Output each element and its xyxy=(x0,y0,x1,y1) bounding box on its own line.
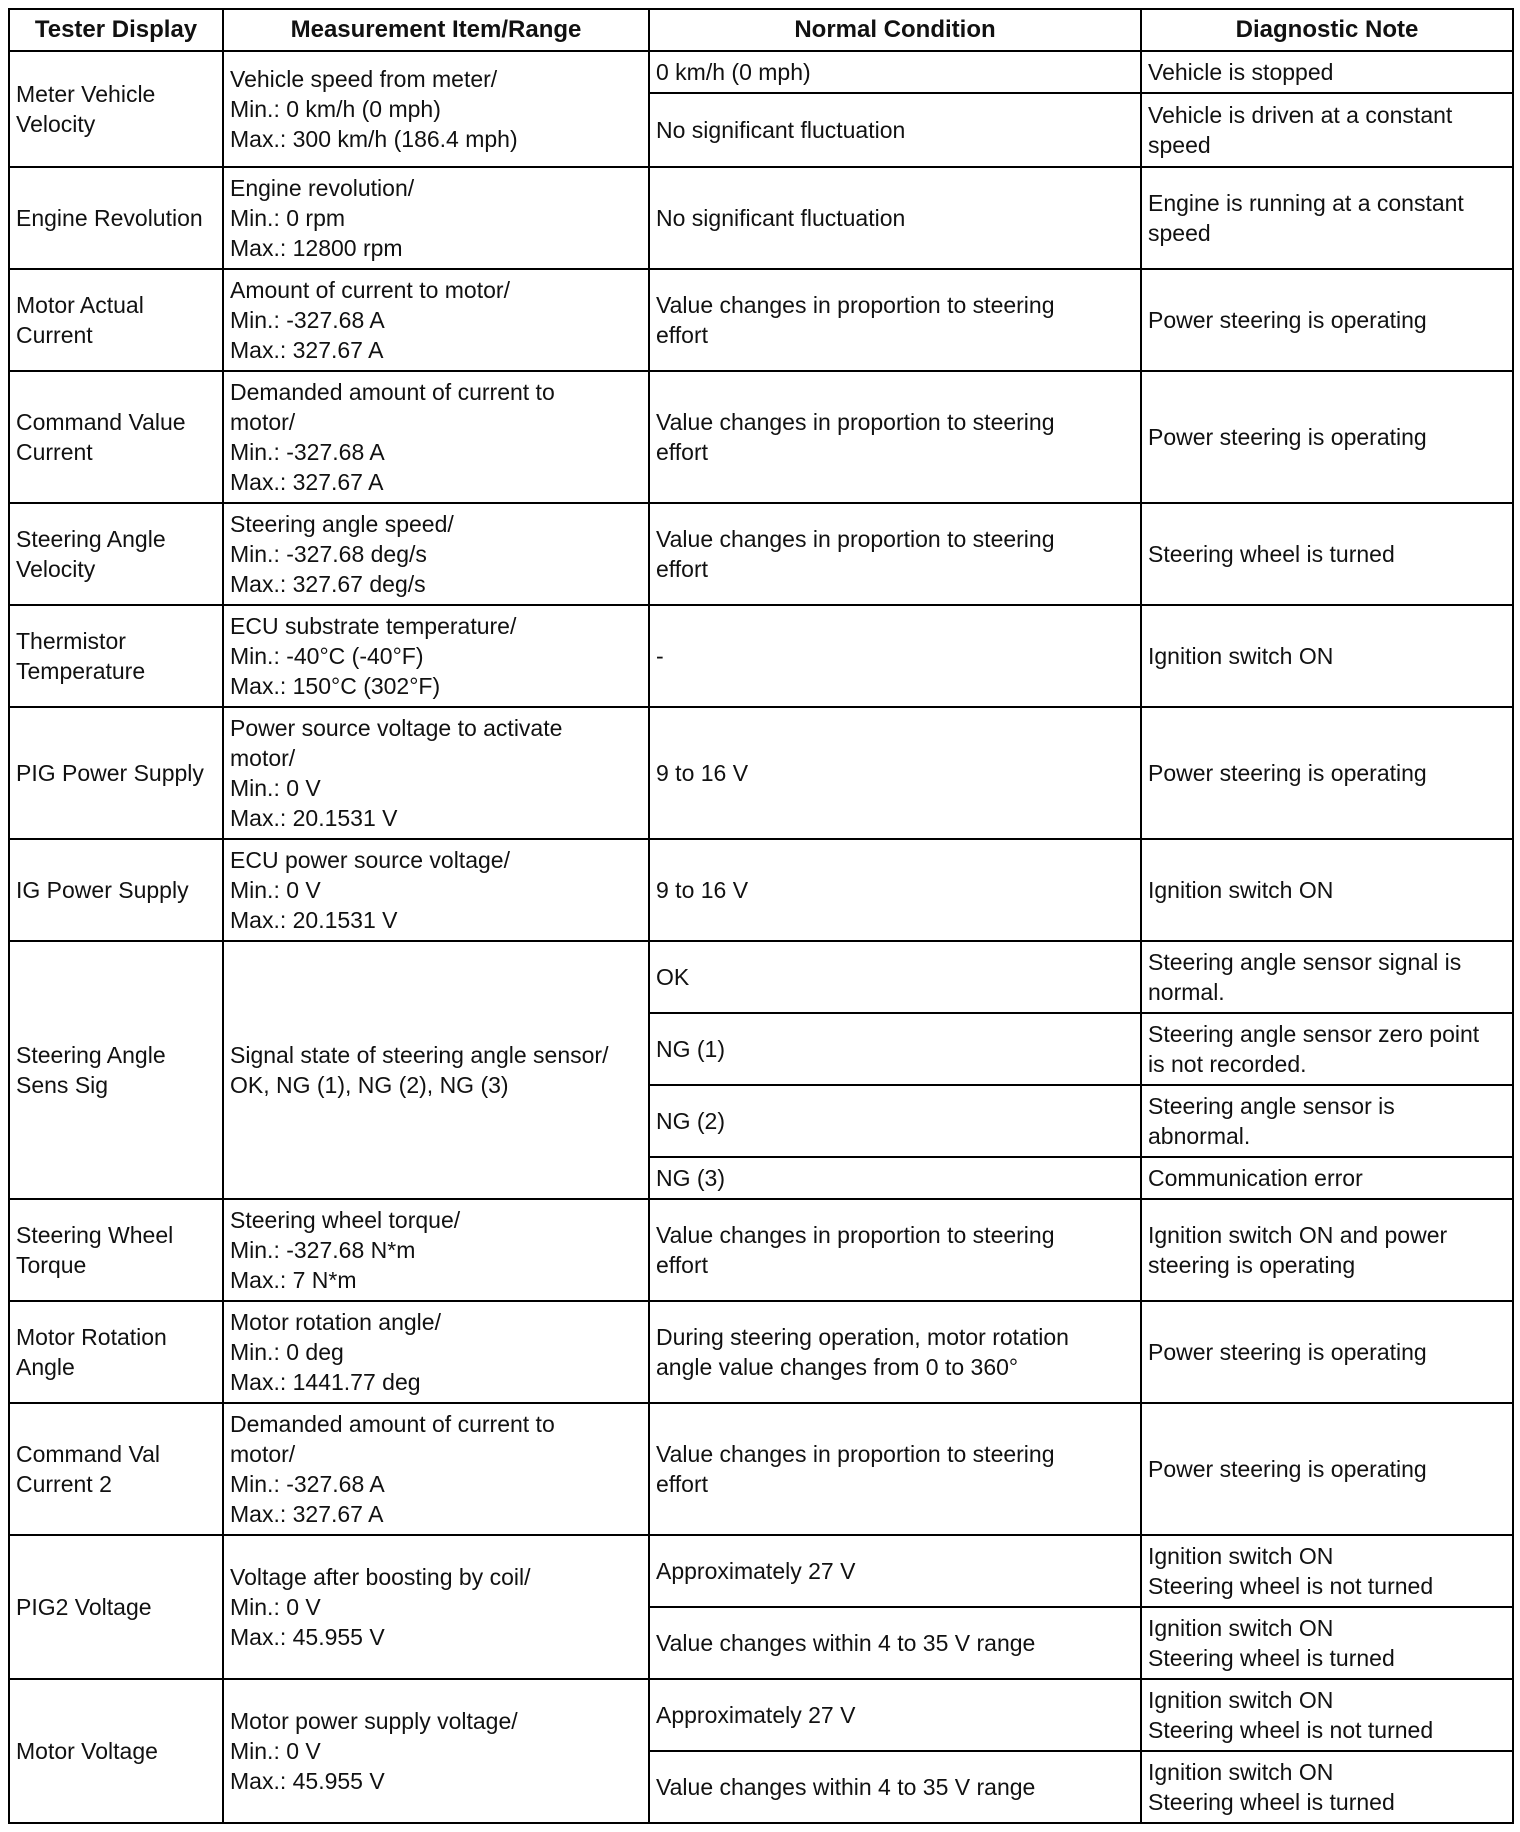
document-page xyxy=(8,8,1514,1824)
normal-condition-cell: No significant fluctuation xyxy=(649,167,1141,269)
normal-condition-cell: 0 km/h (0 mph) xyxy=(649,51,1141,93)
table-row xyxy=(9,707,1513,839)
diagnostic-note-cell: Ignition switch ON Steering wheel is not turned xyxy=(1141,1679,1513,1751)
normal-condition-cell: 9 to 16 V xyxy=(649,839,1141,941)
table-row xyxy=(9,1403,1513,1535)
diagnostic-note-cell: Steering wheel is turned xyxy=(1141,503,1513,605)
measurement-cell: Signal state of steering angle sensor/ OK, NG (1), NG (2), NG (3) xyxy=(223,941,649,1199)
diagnostic-note-cell: Ignition switch ON Steering wheel is turned xyxy=(1141,1607,1513,1679)
measurement-cell: Steering wheel torque/ Min.: -327.68 N*m Max.: 7 N*m xyxy=(223,1199,649,1301)
measurement-cell: Voltage after boosting by coil/ Min.: 0 V Max.: 45.955 V xyxy=(223,1535,649,1679)
normal-condition-cell: NG (2) xyxy=(649,1085,1141,1157)
tester-display-cell: Motor Voltage xyxy=(9,1679,223,1823)
normal-condition-cell: Approximately 27 V xyxy=(649,1535,1141,1607)
diagnostic-note-cell: Communication error xyxy=(1141,1157,1513,1199)
table-row xyxy=(9,167,1513,269)
diagnostic-note-cell: Power steering is operating xyxy=(1141,371,1513,503)
table-row xyxy=(9,269,1513,371)
diagnostic-note-cell: Ignition switch ON Steering wheel is not turned xyxy=(1141,1535,1513,1607)
diagnostic-note-cell: Steering angle sensor signal is normal. xyxy=(1141,941,1513,1013)
table-row xyxy=(9,503,1513,605)
normal-condition-cell: NG (3) xyxy=(649,1157,1141,1199)
normal-condition-cell: Value changes in proportion to steering effort xyxy=(649,503,1141,605)
diagnostic-note-cell: Vehicle is driven at a constant speed xyxy=(1141,93,1513,167)
normal-condition-cell: During steering operation, motor rotation angle value changes from 0 to 360° xyxy=(649,1301,1141,1403)
measurement-cell: Power source voltage to activate motor/ Min.: 0 V Max.: 20.1531 V xyxy=(223,707,649,839)
measurement-cell: Engine revolution/ Min.: 0 rpm Max.: 12800 rpm xyxy=(223,167,649,269)
normal-condition-cell: Value changes in proportion to steering effort xyxy=(649,1403,1141,1535)
tester-display-cell: Thermistor Temperature xyxy=(9,605,223,707)
column-header-diagnostic-note: Diagnostic Note xyxy=(1141,9,1513,51)
header-row xyxy=(9,9,1513,51)
tester-display-cell: PIG Power Supply xyxy=(9,707,223,839)
diagnostic-note-cell: Steering angle sensor zero point is not recorded. xyxy=(1141,1013,1513,1085)
tester-display-cell: Command Val Current 2 xyxy=(9,1403,223,1535)
column-header-tester-display: Tester Display xyxy=(9,9,223,51)
diagnostic-note-cell: Engine is running at a constant speed xyxy=(1141,167,1513,269)
normal-condition-cell: Value changes in proportion to steering effort xyxy=(649,371,1141,503)
normal-condition-cell: 9 to 16 V xyxy=(649,707,1141,839)
normal-condition-cell: Value changes within 4 to 35 V range xyxy=(649,1751,1141,1823)
measurement-cell: Motor power supply voltage/ Min.: 0 V Max.: 45.955 V xyxy=(223,1679,649,1823)
diagnostic-note-cell: Power steering is operating xyxy=(1141,1301,1513,1403)
measurement-cell: Steering angle speed/ Min.: -327.68 deg/s Max.: 327.67 deg/s xyxy=(223,503,649,605)
tester-data-table xyxy=(8,8,1514,1824)
tester-display-cell: PIG2 Voltage xyxy=(9,1535,223,1679)
diagnostic-note-cell: Ignition switch ON and power steering is operating xyxy=(1141,1199,1513,1301)
measurement-cell: Motor rotation angle/ Min.: 0 deg Max.: 1441.77 deg xyxy=(223,1301,649,1403)
diagnostic-note-cell: Vehicle is stopped xyxy=(1141,51,1513,93)
normal-condition-cell: NG (1) xyxy=(649,1013,1141,1085)
table-row xyxy=(9,1535,1513,1607)
table-header xyxy=(9,9,1513,51)
normal-condition-cell: Approximately 27 V xyxy=(649,1679,1141,1751)
tester-display-cell: Steering Angle Velocity xyxy=(9,503,223,605)
table-row xyxy=(9,51,1513,93)
tester-display-cell: Motor Actual Current xyxy=(9,269,223,371)
table-row xyxy=(9,1679,1513,1751)
table-row xyxy=(9,371,1513,503)
table-row xyxy=(9,839,1513,941)
normal-condition-cell: - xyxy=(649,605,1141,707)
tester-display-cell: Steering Angle Sens Sig xyxy=(9,941,223,1199)
tester-display-cell: Command Value Current xyxy=(9,371,223,503)
diagnostic-note-cell: Ignition switch ON Steering wheel is turned xyxy=(1141,1751,1513,1823)
tester-display-cell: IG Power Supply xyxy=(9,839,223,941)
column-header-normal-condition: Normal Condition xyxy=(649,9,1141,51)
measurement-cell: Demanded amount of current to motor/ Min.: -327.68 A Max.: 327.67 A xyxy=(223,1403,649,1535)
measurement-cell: ECU power source voltage/ Min.: 0 V Max.: 20.1531 V xyxy=(223,839,649,941)
tester-display-cell: Steering Wheel Torque xyxy=(9,1199,223,1301)
normal-condition-cell: Value changes in proportion to steering effort xyxy=(649,269,1141,371)
table-row xyxy=(9,1199,1513,1301)
diagnostic-note-cell: Power steering is operating xyxy=(1141,269,1513,371)
table-row xyxy=(9,605,1513,707)
table-row xyxy=(9,1301,1513,1403)
measurement-cell: ECU substrate temperature/ Min.: -40°C (-40°F) Max.: 150°C (302°F) xyxy=(223,605,649,707)
column-header-measurement: Measurement Item/Range xyxy=(223,9,649,51)
tester-display-cell: Meter Vehicle Velocity xyxy=(9,51,223,167)
tester-display-cell: Motor Rotation Angle xyxy=(9,1301,223,1403)
normal-condition-cell: No significant fluctuation xyxy=(649,93,1141,167)
table-body xyxy=(9,51,1513,1823)
diagnostic-note-cell: Ignition switch ON xyxy=(1141,605,1513,707)
measurement-cell: Demanded amount of current to motor/ Min.: -327.68 A Max.: 327.67 A xyxy=(223,371,649,503)
normal-condition-cell: OK xyxy=(649,941,1141,1013)
table-row xyxy=(9,941,1513,1013)
normal-condition-cell: Value changes within 4 to 35 V range xyxy=(649,1607,1141,1679)
diagnostic-note-cell: Power steering is operating xyxy=(1141,1403,1513,1535)
diagnostic-note-cell: Steering angle sensor is abnormal. xyxy=(1141,1085,1513,1157)
tester-display-cell: Engine Revolution xyxy=(9,167,223,269)
diagnostic-note-cell: Ignition switch ON xyxy=(1141,839,1513,941)
measurement-cell: Vehicle speed from meter/ Min.: 0 km/h (0 mph) Max.: 300 km/h (186.4 mph) xyxy=(223,51,649,167)
diagnostic-note-cell: Power steering is operating xyxy=(1141,707,1513,839)
normal-condition-cell: Value changes in proportion to steering effort xyxy=(649,1199,1141,1301)
measurement-cell: Amount of current to motor/ Min.: -327.68 A Max.: 327.67 A xyxy=(223,269,649,371)
